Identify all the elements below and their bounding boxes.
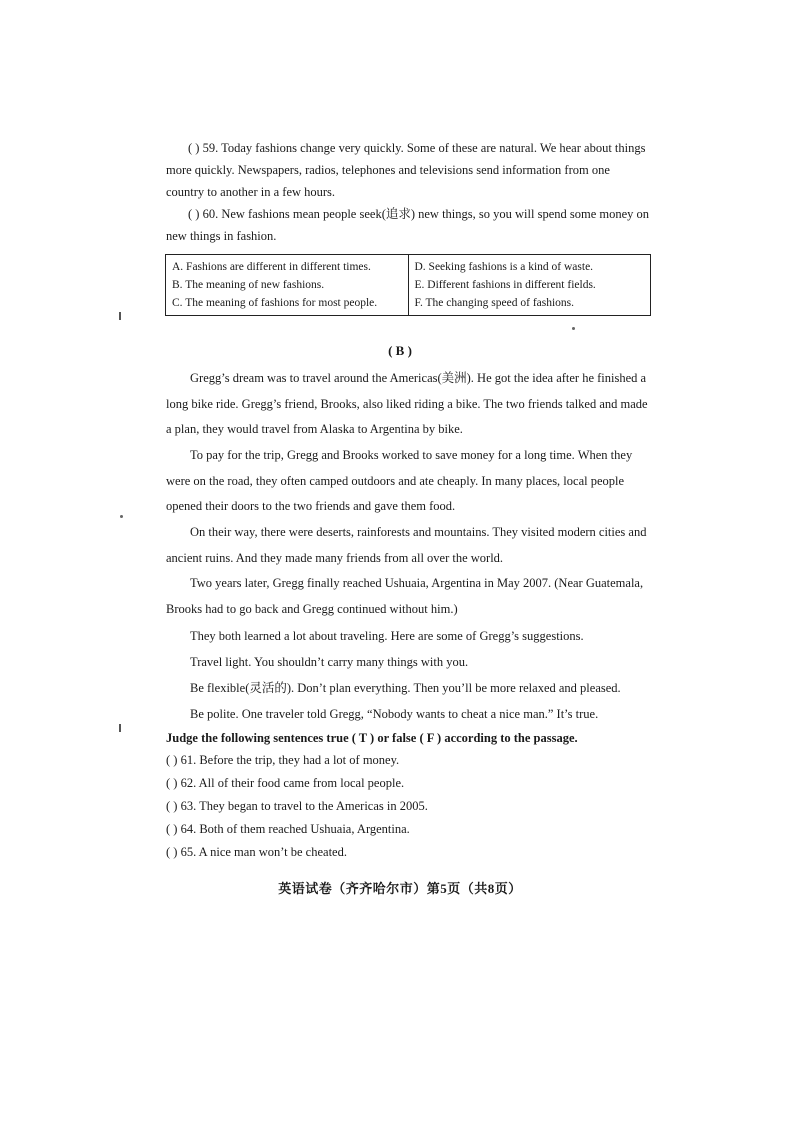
section-b-title: ( B ) (388, 343, 412, 358)
suggestion-be-flexible: Be flexible(灵活的). Don’t plan everything. Then you’ll be more relaxed and pleased. (190, 681, 621, 695)
page-footer: 英语试卷（齐齐哈尔市）第5页（共8页） (278, 881, 522, 896)
option-f: F. The changing speed of fashions. (414, 297, 575, 309)
scan-mark (119, 312, 121, 320)
option-d: D. Seeking fashions is a kind of waste. (414, 261, 594, 273)
suggestion-travel-light: Travel light. You shouldn’t carry many things with you. (190, 655, 469, 669)
question-63: ( ) 63. They began to travel to the Americas in 2005. (166, 799, 428, 813)
options-table (165, 254, 651, 316)
passage-paragraph-2: To pay for the trip, Gregg and Brooks worked to save money for a long time. When they were on the road, they often camped outdoors and ate cheaply. In many places, local people opened their doors to the two friends and gave them food. (166, 448, 633, 513)
scan-dot (572, 327, 575, 330)
option-b: B. The meaning of new fashions. (172, 279, 325, 291)
option-e: E. Different fashions in different fields. (414, 279, 596, 291)
passage-paragraph-4: Two years later, Gregg finally reached Ushuaia, Argentina in May 2007. (Near Guatemala, Brooks had to go back and Gregg continued without him.) (166, 576, 644, 616)
suggestion-be-polite: Be polite. One traveler told Gregg, “Nobody wants to cheat a nice man.” It’s true. (190, 707, 599, 721)
question-64: ( ) 64. Both of them reached Ushuaia, Argentina. (166, 822, 410, 836)
question-59: ( ) 59. Today fashions change very quickly. Some of these are natural. We hear about things more quickly. Newspapers, radios, telephones and televisions send information from one country to another in a few hours. (166, 141, 646, 199)
question-60: ( ) 60. New fashions mean people seek(追求) new things, so you will spend some money on new things in fashion. (166, 207, 650, 243)
question-62: ( ) 62. All of their food came from local people. (166, 776, 405, 790)
passage-paragraph-1: Gregg’s dream was to travel around the Americas(美洲). He got the idea after he finished a long bike ride. Gregg’s friend, Brooks, also liked riding a bike. The two friends talked and made a plan, they would travel from Alaska to Argentina by bike. (166, 371, 648, 436)
judge-instruction: Judge the following sentences true ( T ) or false ( F ) according to the passage. (166, 731, 578, 745)
options-left-column (166, 255, 409, 315)
scan-dot (120, 515, 123, 518)
option-c: C. The meaning of fashions for most people. (172, 297, 378, 309)
scan-mark (119, 724, 121, 732)
passage-paragraph-3: On their way, there were deserts, rainforests and mountains. They visited modern cities and ancient ruins. And they made many friends from all over the world. (166, 525, 647, 565)
question-61: ( ) 61. Before the trip, they had a lot of money. (166, 753, 400, 767)
passage-paragraph-5: They both learned a lot about traveling. Here are some of Gregg’s suggestions. (190, 629, 584, 643)
question-65: ( ) 65. A nice man won’t be cheated. (166, 845, 347, 859)
option-a: A. Fashions are different in different times. (172, 261, 371, 273)
options-right-column (409, 255, 651, 315)
